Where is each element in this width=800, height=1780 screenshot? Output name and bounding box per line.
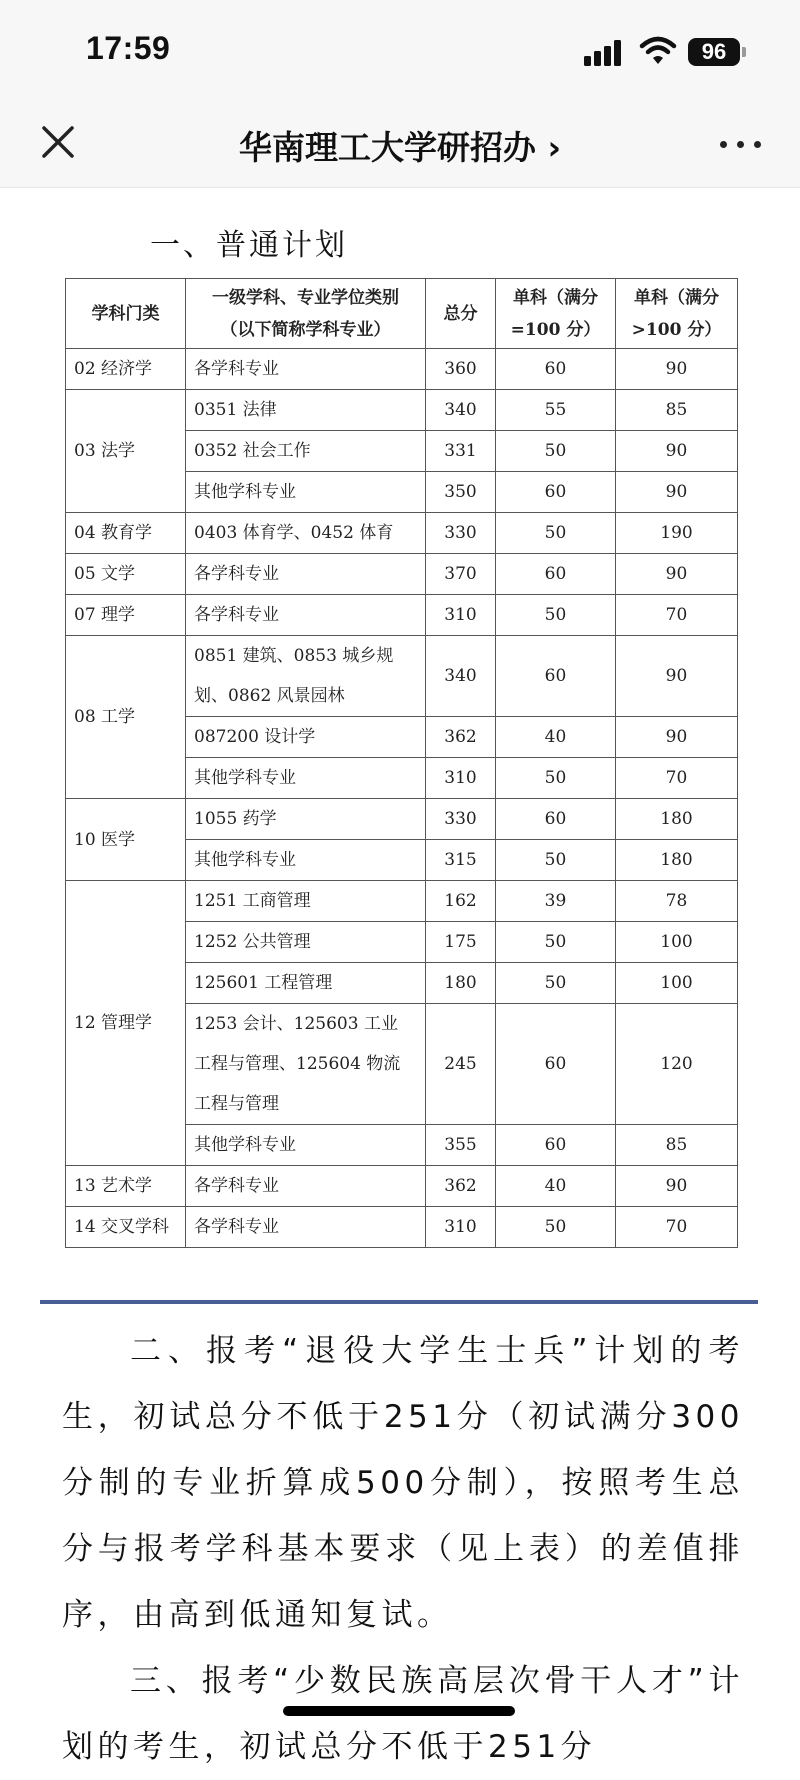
battery-icon: 96	[688, 38, 740, 66]
header-subject-line2: （以下简称学科专业）	[220, 319, 391, 340]
subject-cell: 087200 设计学	[186, 717, 426, 758]
header-single100	[496, 279, 616, 349]
subject-cell: 1055 药学	[186, 799, 426, 840]
category-cell: 14 交叉学科	[66, 1207, 186, 1248]
single-gt100-cell: 78	[616, 881, 738, 922]
paragraph-minority-plan: 三、报考“少数民族高层次骨干人才”计划的考生，初试总分不低于251分	[62, 1663, 744, 1765]
subject-cell: 125601 工程管理	[186, 963, 426, 1004]
total-cell: 180	[426, 963, 496, 1004]
total-cell: 310	[426, 758, 496, 799]
header-subject	[186, 279, 426, 349]
total-cell: 362	[426, 717, 496, 758]
single100-cell: 50	[496, 431, 616, 472]
single-gt100-cell: 90	[616, 717, 738, 758]
total-cell: 355	[426, 1125, 496, 1166]
score-requirements-table	[65, 278, 738, 1248]
subject-cell: 1251 工商管理	[186, 881, 426, 922]
single-gt100-cell: 85	[616, 1125, 738, 1166]
total-cell: 245	[426, 1004, 496, 1125]
header-total-label: 总分	[443, 303, 478, 324]
single100-cell: 50	[496, 922, 616, 963]
header-subject-line1: 一级学科、专业学位类别	[212, 287, 399, 308]
single100-cell: 50	[496, 1207, 616, 1248]
subject-line: 1253 会计、125603 工业	[194, 1014, 398, 1034]
total-cell: 315	[426, 840, 496, 881]
category-cell: 12 管理学	[66, 881, 186, 1166]
single-gt100-cell: 120	[616, 1004, 738, 1125]
subject-cell: 其他学科专业	[186, 472, 426, 513]
category-cell: 07 理学	[66, 595, 186, 636]
nav-bar	[0, 100, 800, 188]
paragraph-veteran-plan: 二、报考“退役大学生士兵”计划的考生，初试总分不低于251分（初试满分300分制的专业折算成500分制），按照考生总分与报考学科基本要求（见上表）的差值排序，由高到低通知复试。	[62, 1333, 744, 1633]
subject-cell: 0403 体育学、0452 体育	[186, 513, 426, 554]
home-indicator[interactable]	[283, 1706, 515, 1716]
table-row	[66, 554, 738, 595]
single-gt100-cell: 180	[616, 840, 738, 881]
single100-cell: 60	[496, 1125, 616, 1166]
header-single-gt100-line2: >100 分）	[631, 319, 722, 340]
single100-cell: 50	[496, 513, 616, 554]
single100-cell: 60	[496, 1004, 616, 1125]
section-heading: 一、普通计划	[150, 228, 348, 263]
account-title-link[interactable]: 华南理工大学研招办 ›	[238, 128, 562, 167]
more-options-icon[interactable]	[720, 138, 764, 152]
single100-cell: 50	[496, 758, 616, 799]
header-single-gt100	[616, 279, 738, 349]
single100-cell: 39	[496, 881, 616, 922]
table-row	[66, 513, 738, 554]
subject-cell: 1252 公共管理	[186, 922, 426, 963]
subject-cell: 各学科专业	[186, 1166, 426, 1207]
single100-cell: 60	[496, 349, 616, 390]
total-cell: 362	[426, 1166, 496, 1207]
table-row	[66, 390, 738, 431]
header-total	[426, 279, 496, 349]
single100-cell: 40	[496, 717, 616, 758]
section-divider	[40, 1300, 758, 1304]
single-gt100-cell: 90	[616, 554, 738, 595]
single-gt100-cell: 70	[616, 1207, 738, 1248]
total-cell: 310	[426, 595, 496, 636]
cellular-signal-icon	[584, 40, 624, 66]
status-time: 17:59	[86, 30, 171, 66]
subject-cell	[186, 636, 426, 717]
header-single100-line1: 单科（满分	[513, 287, 598, 308]
subject-line: 工程与管理、125604 物流	[194, 1054, 401, 1074]
subject-cell: 其他学科专业	[186, 1125, 426, 1166]
single100-cell: 60	[496, 472, 616, 513]
header-single-gt100-line1: 单科（满分	[634, 287, 719, 308]
single-gt100-cell: 85	[616, 390, 738, 431]
subject-cell: 各学科专业	[186, 595, 426, 636]
battery-tip	[742, 47, 746, 57]
status-bar	[0, 0, 800, 100]
subject-cell: 其他学科专业	[186, 840, 426, 881]
category-cell: 05 文学	[66, 554, 186, 595]
subject-line: 工程与管理	[194, 1094, 279, 1114]
table-row	[66, 1207, 738, 1248]
single-gt100-cell: 90	[616, 349, 738, 390]
total-cell: 330	[426, 799, 496, 840]
single-gt100-cell: 190	[616, 513, 738, 554]
subject-line: 0851 建筑、0853 城乡规	[194, 646, 394, 666]
subject-cell: 各学科专业	[186, 349, 426, 390]
header-category	[66, 279, 186, 349]
single100-cell: 60	[496, 554, 616, 595]
subject-cell	[186, 1004, 426, 1125]
single-gt100-cell: 90	[616, 472, 738, 513]
table-row	[66, 881, 738, 922]
subject-line: 划、0862 风景园林	[194, 686, 345, 706]
single100-cell: 60	[496, 799, 616, 840]
total-cell: 162	[426, 881, 496, 922]
single100-cell: 50	[496, 595, 616, 636]
single-gt100-cell: 70	[616, 758, 738, 799]
table-row	[66, 636, 738, 717]
wifi-icon	[640, 36, 676, 66]
total-cell: 360	[426, 349, 496, 390]
category-cell: 10 医学	[66, 799, 186, 881]
total-cell: 350	[426, 472, 496, 513]
single-gt100-cell: 90	[616, 431, 738, 472]
single-gt100-cell: 90	[616, 636, 738, 717]
category-cell: 13 艺术学	[66, 1166, 186, 1207]
subject-cell: 各学科专业	[186, 554, 426, 595]
single100-cell: 50	[496, 963, 616, 1004]
header-category-label: 学科门类	[91, 303, 160, 324]
single-gt100-cell: 100	[616, 922, 738, 963]
single100-cell: 55	[496, 390, 616, 431]
table-row	[66, 595, 738, 636]
category-cell: 08 工学	[66, 636, 186, 799]
single-gt100-cell: 90	[616, 1166, 738, 1207]
total-cell: 340	[426, 390, 496, 431]
total-cell: 370	[426, 554, 496, 595]
single-gt100-cell: 70	[616, 595, 738, 636]
single-gt100-cell: 100	[616, 963, 738, 1004]
total-cell: 340	[426, 636, 496, 717]
table-row	[66, 799, 738, 840]
subject-cell: 0351 法律	[186, 390, 426, 431]
single-gt100-cell: 180	[616, 799, 738, 840]
subject-cell: 其他学科专业	[186, 758, 426, 799]
table-header-row	[66, 279, 738, 349]
subject-cell: 0352 社会工作	[186, 431, 426, 472]
single100-cell: 50	[496, 840, 616, 881]
total-cell: 175	[426, 922, 496, 963]
total-cell: 331	[426, 431, 496, 472]
total-cell: 330	[426, 513, 496, 554]
header-single100-line2: =100 分）	[510, 319, 601, 340]
single100-cell: 60	[496, 636, 616, 717]
article-content	[0, 188, 800, 1765]
table-row	[66, 1166, 738, 1207]
category-cell: 04 教育学	[66, 513, 186, 554]
single100-cell: 40	[496, 1166, 616, 1207]
table-row	[66, 349, 738, 390]
category-cell: 02 经济学	[66, 349, 186, 390]
subject-cell: 各学科专业	[186, 1207, 426, 1248]
category-cell: 03 法学	[66, 390, 186, 513]
total-cell: 310	[426, 1207, 496, 1248]
